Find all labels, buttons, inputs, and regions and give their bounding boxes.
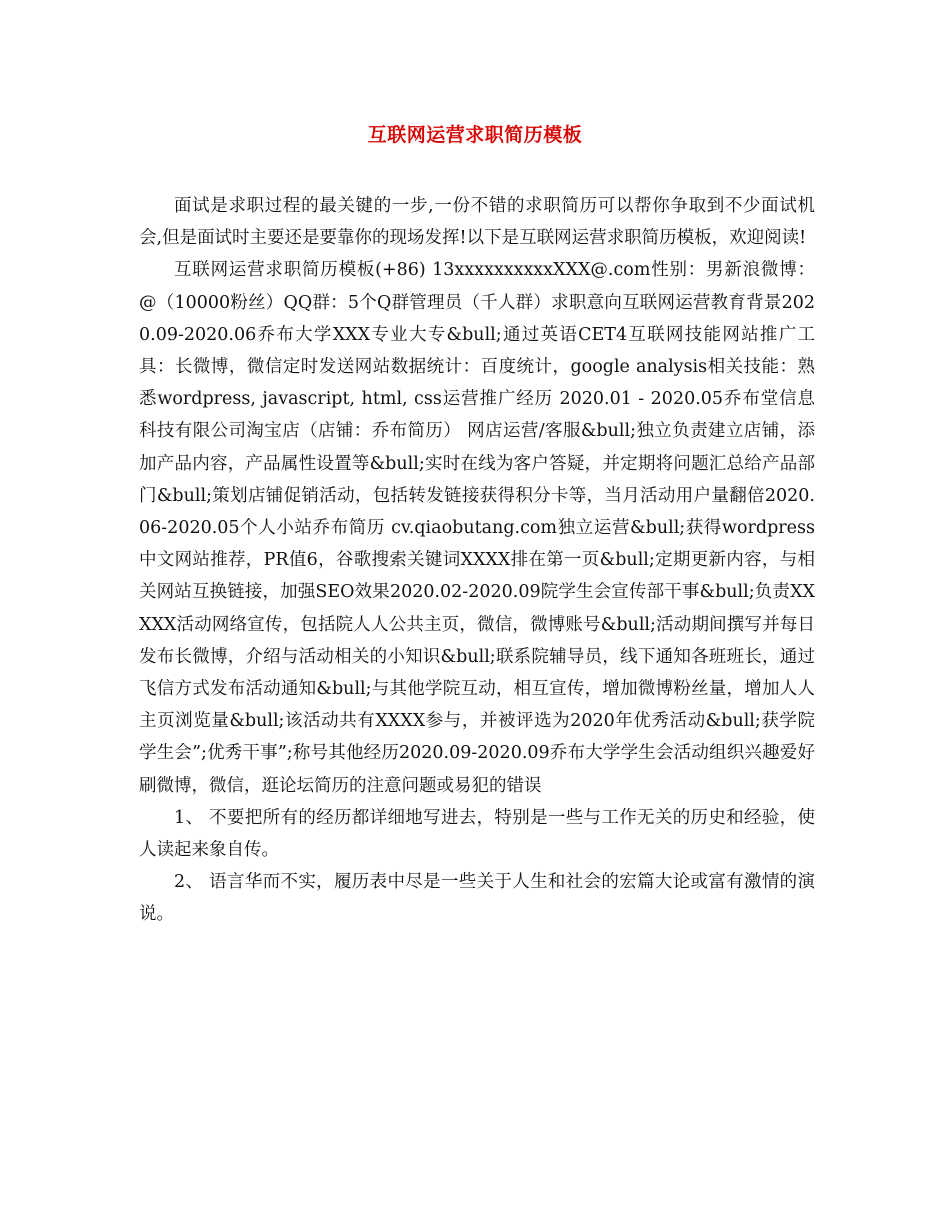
resume-content-paragraph: 互联网运营求职简历模板(+86) 13xxxxxxxxxxXXX@.com性别：男新浪微博：@（10000粉丝）QQ群：5个Q群管理员（千人群）求职意向互联网运营教育背景2020.09-2020.06乔布大学XXX专业大专&bull;通过英语CET4互联网技能网站推广工具：长微博，微信定时发送网站数据统计：百度统计，google analysis相关技能：熟悉wordpress, javascript, html, css运营推广经历 2020.01 - 2020.05乔布堂信息科技有限公司淘宝店（店铺：乔布简历） 网店运营/客服&bull;独立负责建立店铺，添加产品内容，产品属性设置等&bull;实时在线为客户答疑，并定期将问题汇总给产品部门&bull;策划店铺促销活动，包括转发链接获得积分卡等，当月活动用户量翻倍2020.06-2020.05个人小站乔布简历 cv.qiaobutang.com独立运营&bull;获得wordpress中文网站推荐，PR值6，谷歌搜索关键词XXXX排在第一页&bull;定期更新内容，与相关网站互换链接，加强SEO效果2020.02-2020.09院学生会宣传部干事&bull;负责XXXXX活动网络宣传，包括院人人公共主页，微信，微博账号&bull;活动期间撰写并每日发布长微博，介绍与活动相关的小知识&bull;联系院辅导员，线下通知各班班长，通过飞信方式发布活动通知&bull;与其他学院互动，相互宣传，增加微博粉丝量，增加人人主页浏览量&bull;该活动共有XXXX参与，并被评选为2020年优秀活动&bull;获学院学生会”;优秀干事”;称号其他经历2020.09-2020.09乔布大学学生会活动组织兴趣爱好刷微博，微信，逛论坛简历的注意问题或易犯的错误	[139, 260, 815, 796]
tip-paragraph-2: 2、 语言华而不实，履历表中尽是一些关于人生和社会的宏篇大论或富有激情的演说。	[139, 872, 815, 925]
document-body	[139, 190, 815, 931]
intro-paragraph: 面试是求职过程的最关键的一步,一份不错的求职简历可以帮你争取到不少面试机会,但是面试时主要还是要靠你的现场发挥!以下是互联网运营求职简历模板，欢迎阅读!	[139, 196, 815, 249]
tip-paragraph-1: 1、 不要把所有的经历都详细地写进去，特别是一些与工作无关的历史和经验，使人读起来象自传。	[139, 807, 815, 861]
document-title: 互联网运营求职简历模板	[367, 124, 583, 146]
